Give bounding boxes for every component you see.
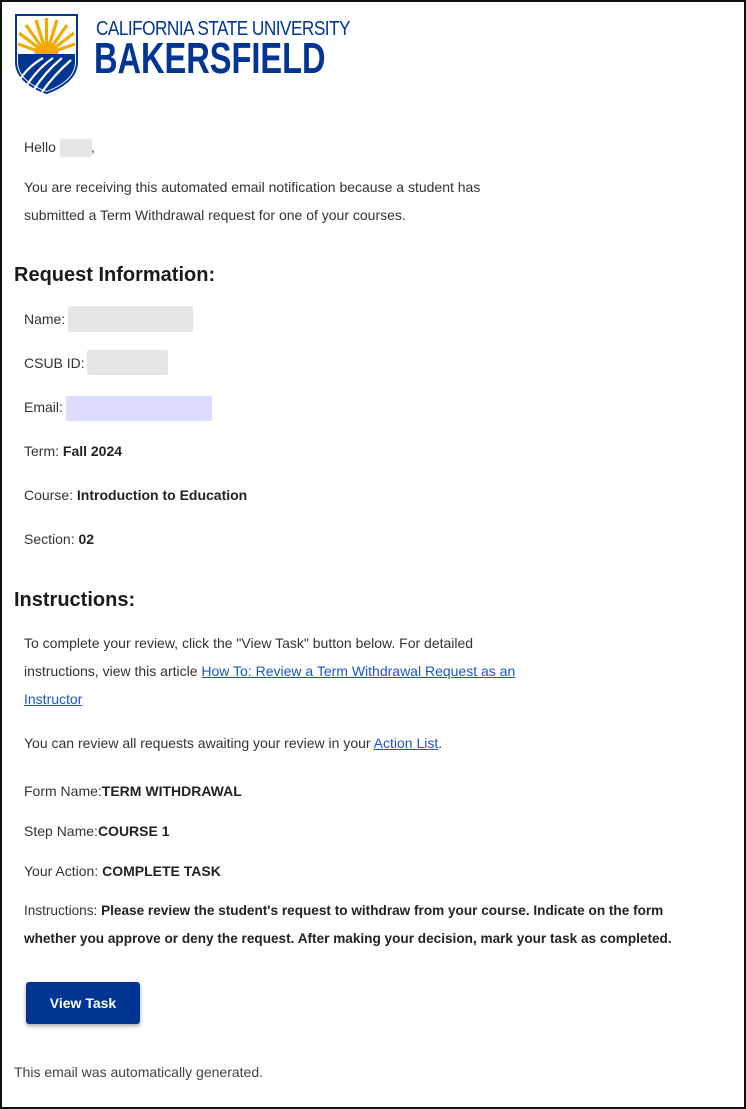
instructions-line-2-prefix: instructions, view this article	[24, 663, 202, 679]
section-label: Section:	[24, 531, 75, 547]
step-name-label: Step Name:	[24, 823, 98, 839]
logo-university-line: CALIFORNIA STATE UNIVERSITY	[96, 18, 350, 40]
logo-campus-name: BAKERSFIELD	[94, 34, 326, 83]
redacted-student-email	[66, 396, 212, 421]
form-name-row	[24, 783, 242, 799]
action-list-line	[24, 735, 442, 751]
redacted-csub-id	[87, 350, 168, 375]
redacted-student-name	[68, 306, 193, 332]
action-list-link[interactable]: Action List	[373, 735, 439, 751]
task-instructions-value-1: Please review the student's request to withdraw from your course. Indicate on the form	[101, 903, 664, 918]
instructions-line-1: To complete your review, click the "View Task" button below. For detailed	[24, 635, 474, 651]
course-row	[24, 487, 247, 503]
csub-shield-logo-icon	[15, 14, 78, 94]
email-label: Email:	[24, 399, 63, 415]
section-value: 02	[78, 531, 95, 547]
form-name-label: Form Name:	[24, 783, 102, 799]
step-name-value: COURSE 1	[97, 823, 170, 839]
intro-line-1: You are receiving this automated email notification because a student has	[24, 179, 481, 195]
how-to-article-link-continued[interactable]: Instructor	[24, 691, 83, 707]
course-value: Introduction to Education	[76, 487, 248, 503]
task-instructions-line-1	[24, 903, 663, 918]
task-instructions-label: Instructions:	[24, 903, 102, 918]
form-name-value: TERM WITHDRAWAL	[101, 783, 242, 799]
csub-id-label: CSUB ID:	[24, 355, 85, 371]
term-label: Term:	[24, 443, 59, 459]
term-row	[24, 443, 122, 459]
intro-line-2: submitted a Term Withdrawal request for one of your courses.	[24, 207, 406, 223]
greeting-hello: Hello	[24, 139, 56, 155]
instructions-line-2	[24, 663, 515, 679]
redacted-recipient-name	[60, 139, 92, 157]
term-value: Fall 2024	[62, 443, 123, 459]
instructions-heading: Instructions:	[14, 589, 136, 611]
name-label: Name:	[24, 311, 66, 327]
how-to-article-link[interactable]: How To: Review a Term Withdrawal Request as an	[201, 663, 516, 679]
request-information-heading: Request Information:	[14, 264, 216, 286]
greeting-comma: ,	[91, 139, 95, 155]
course-label: Course:	[24, 487, 74, 503]
view-task-button[interactable]: View Task	[26, 982, 140, 1024]
your-action-value: COMPLETE TASK	[102, 863, 221, 879]
action-list-suffix: .	[438, 735, 443, 751]
task-instructions-line-2: whether you approve or deny the request. After making your decision, mark your task as completed.	[24, 931, 672, 946]
auto-generated-note: This email was automatically generated.	[14, 1064, 264, 1080]
your-action-label: Your Action:	[24, 863, 103, 879]
your-action-row	[24, 863, 221, 879]
step-name-row	[24, 823, 170, 839]
section-row	[24, 531, 94, 547]
greeting-line	[24, 139, 56, 155]
instructions-line-3	[24, 691, 82, 707]
action-list-prefix: You can review all requests awaiting your review in your	[24, 735, 374, 751]
